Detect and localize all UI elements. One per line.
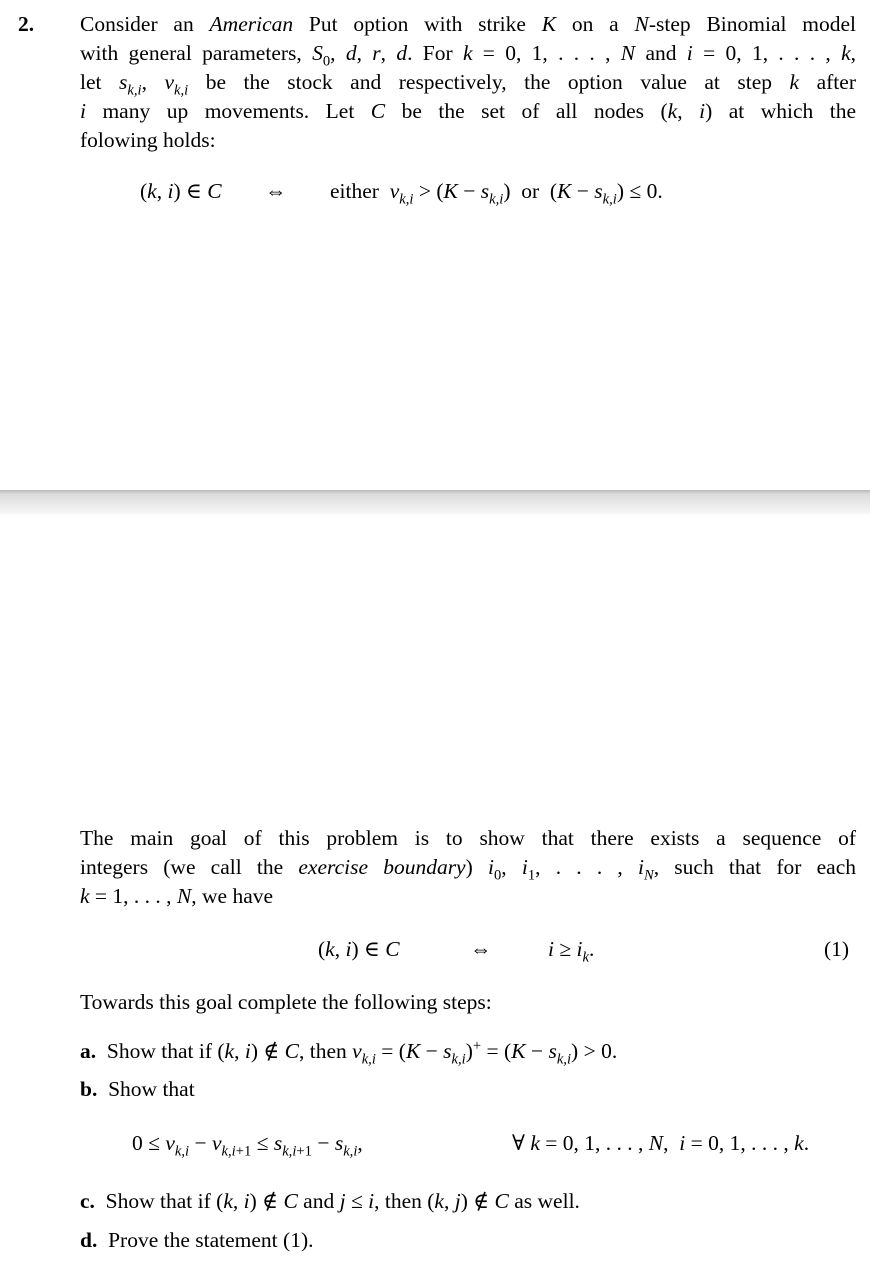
step-b: b. Show that (80, 1077, 195, 1101)
goal-line-2: integers (we call the exercise boundary) $i_0$, $i_1$, . . . , $i_N$, such that for each (80, 855, 856, 884)
statement-iff: ⇔ (470, 937, 492, 961)
statement-rhs: $i \ge i_k$. (548, 937, 595, 966)
condition-rhs: either $v_{k,i} > (K - s_{k,i})$ or $(K - s_{k,i}) \le 0$. (330, 179, 663, 208)
inequality-lhs: $0 \le v_{k,i} - v_{k,i+1} \le s_{k,i+1} - s_{k,i}$, (132, 1131, 363, 1160)
goal-paragraph (80, 824, 856, 911)
page-top (0, 0, 870, 490)
goal-line-1: The main goal of this problem is to show that there exists a sequence of (80, 826, 856, 850)
condition-iff: ⇔ (265, 179, 287, 203)
page-divider (0, 490, 870, 516)
goal-line-3: k = 1, . . . , N, we have (80, 884, 274, 908)
step-c: c. Show that if (k, i) ∉ C and j ≤ i, then (k, j) ∉ C as well. (80, 1189, 580, 1213)
step-d: d. Prove the statement (1). (80, 1228, 314, 1252)
problem-number: 2. (18, 12, 35, 36)
condition-lhs: (k, i) ∈ C (140, 179, 222, 203)
page-bottom (0, 516, 870, 1264)
intro-line-2: with general parameters, $S_0$, d, r, d. For k = 0, 1, . . . , N and i = 0, 1, . . . , k, (80, 41, 857, 70)
intro-line-3: let $s_{k,i}$, $v_{k,i}$ be the stock and respectively, the option value at step k after (80, 70, 856, 99)
intro-line-1: Consider an American Put option with strike K on a N-step Binomial model (80, 12, 857, 36)
towards-text: Towards this goal complete the following steps: (80, 990, 492, 1014)
intro-paragraph (80, 10, 856, 155)
intro-line-5: folowing holds: (80, 128, 216, 152)
inequality-rhs: ∀ k = 0, 1, . . . , N, i = 0, 1, . . . , k. (512, 1131, 810, 1155)
step-a: a. Show that if (k, i) ∉ C, then $v_{k,i} = (K - s_{k,i})^+ = (K - s_{k,i}) > 0$. (80, 1037, 618, 1068)
statement-lhs: (k, i) ∈ C (318, 937, 400, 961)
intro-line-4: i many up movements. Let C be the set of all nodes (k, i) at which the (80, 99, 856, 123)
equation-tag: (1) (824, 937, 850, 961)
